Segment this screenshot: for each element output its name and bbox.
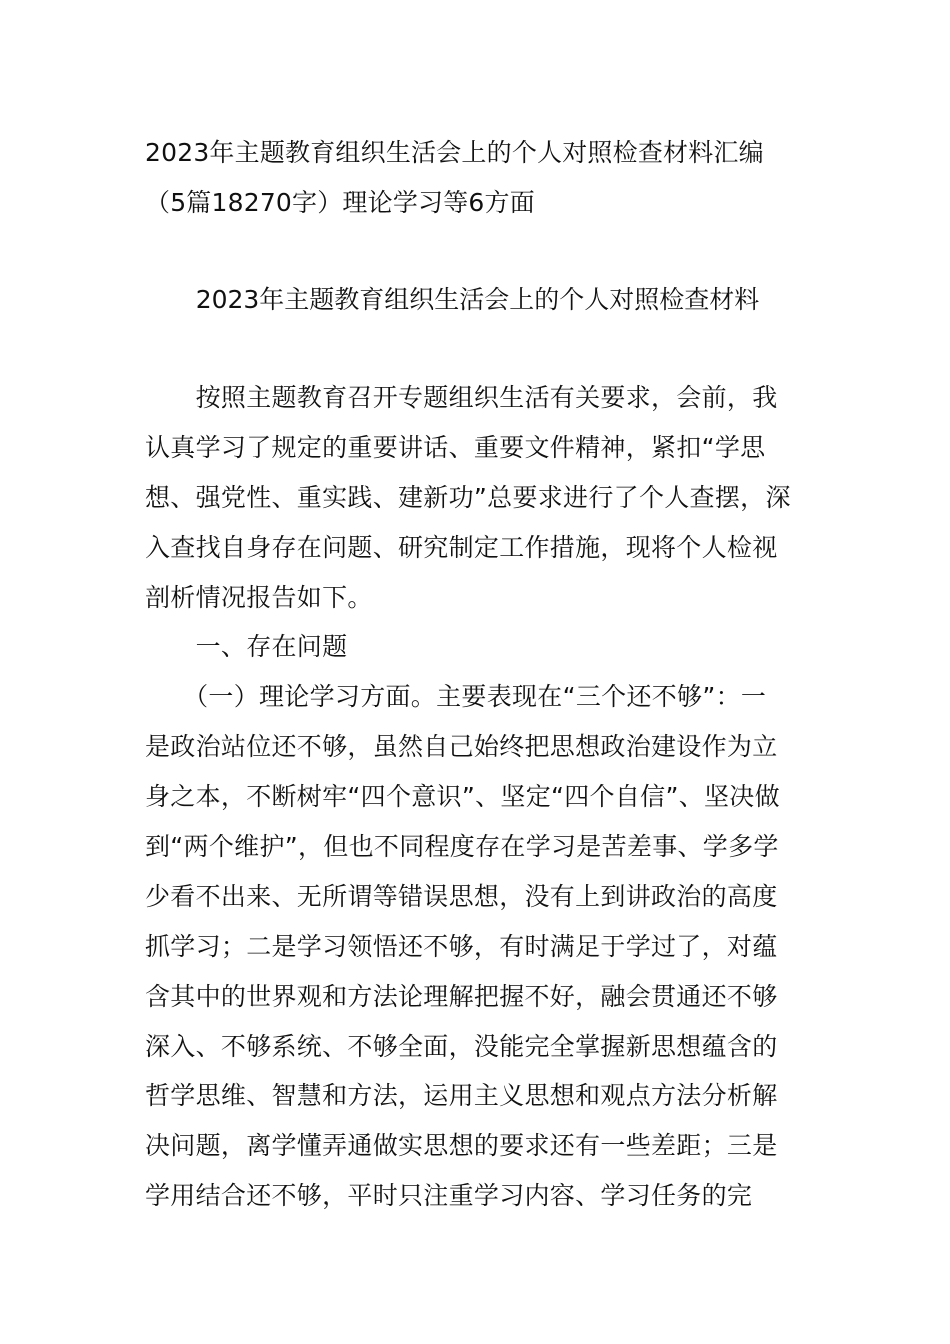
- document-subtitle: 2023年主题教育组织生活会上的个人对照检查材料: [195, 285, 760, 314]
- title-line-1: 2023年主题教育组织生活会上的个人对照检查材料汇编: [145, 138, 764, 167]
- body-line: 按照主题教育召开专题组织生活有关要求，会前，我: [145, 383, 778, 412]
- body-line: 入查找自身存在问题、研究制定工作措施，现将个人检视: [145, 532, 778, 562]
- body-line: 少看不出来、无所谓等错误思想，没有上到讲政治的高度: [145, 881, 778, 911]
- body-line: 剖析情况报告如下。: [145, 582, 373, 612]
- body-line: 决问题，离学懂弄通做实思想的要求还有一些差距；三是: [145, 1131, 778, 1161]
- body-line: 身之本，不断树牢“四个意识”、坚定“四个自信”、坚决做: [145, 782, 780, 812]
- body-line: 含其中的世界观和方法论理解把握不好，融会贯通还不够: [145, 981, 778, 1011]
- document-title: [145, 128, 810, 228]
- body-line: 哲学思维、智慧和方法，运用主义思想和观点方法分析解: [145, 1081, 778, 1111]
- body-line: 是政治站位还不够，虽然自己始终把思想政治建设作为立: [145, 732, 778, 762]
- body-line: 学用结合还不够，平时只注重学习内容、学习任务的完: [145, 1181, 753, 1211]
- body-line: 深入、不够系统、不够全面，没能完全掌握新思想蕴含的: [145, 1031, 778, 1061]
- section-heading: 一、存在问题: [145, 632, 348, 662]
- body-line: 想、强党性、重实践、建新功”总要求进行了个人查摆，深: [145, 482, 791, 512]
- title-line-2: （5篇18270字）理论学习等6方面: [145, 188, 535, 217]
- body-line: 认真学习了规定的重要讲话、重要文件精神，紧扣“学思: [145, 432, 766, 462]
- body-line: （一）理论学习方面。主要表现在“三个还不够”：一: [145, 682, 767, 712]
- body-line: 到“两个维护”，但也不同程度存在学习是苦差事、学多学: [145, 832, 779, 862]
- document-body: [145, 373, 810, 1221]
- body-line: 抓学习；二是学习领悟还不够，有时满足于学过了，对蕴: [145, 931, 778, 961]
